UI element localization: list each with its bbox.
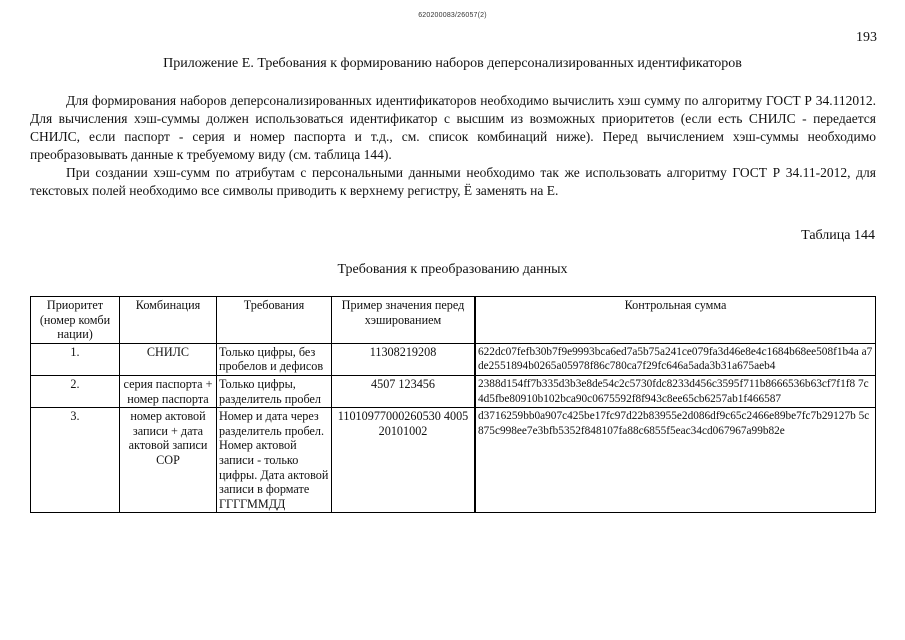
body-text [30,92,876,200]
cell-priority: 1. [31,343,120,375]
cell-checksum: 2388d154ff7b335d3b3e8de54c2c5730fdc8233d456c3595f711b8666536b63cf7f1f8 7c4d5fbe80910b102bca90c0675592f8f943c8ee65cb6257ab1f466587 [475,375,876,407]
cell-requirements: Только цифры, без пробелов и дефисов [217,343,332,375]
page-number: 193 [856,30,877,45]
header-checksum: Контрольная сумма [475,297,876,344]
cell-example: 11308219208 [332,343,476,375]
paragraph-1: Для формирования наборов деперсонализированных идентификаторов необходимо вычислить хэш сумму по алгоритму ГОСТ Р 34.112012. Для вычисления хэш-суммы должен использоваться идентификатор с высшим из возможных приоритетов (если есть СНИЛС - передается СНИЛС, если паспорт - серия и номер паспорта и т.д., см. список комбинаций ниже). Перед вычислением хэш-суммы необходимо преобразовывать данные к требуемому виду (см. таблица 144). [30,93,876,162]
cell-example: 11010977000260530 4005 20101002 [332,408,476,513]
cell-priority: 2. [31,375,120,407]
table-row [31,375,876,407]
header-priority: Приоритет (номер комби нации) [31,297,120,344]
cell-priority: 3. [31,408,120,513]
header-example: Пример значения перед хэшированием [332,297,476,344]
cell-combination: СНИЛС [120,343,217,375]
header-requirements: Требования [217,297,332,344]
cell-requirements: Номер и дата через разделитель пробел. Номер актовой записи - только цифры. Дата актовой записи в формате ГГГГММДД [217,408,332,513]
appendix-heading: Приложение Е. Требования к формированию наборов деперсонализированных идентификаторов [163,56,742,71]
table-row [31,343,876,375]
header-combination: Комбинация [120,297,217,344]
paragraph-2: При создании хэш-сумм по атрибутам с персональными данными необходимо так же использовать алгоритму ГОСТ Р 34.11-2012, для текстовых полей необходимо все символы приводить к верхнему регистру, Ё заменять на Е. [30,165,876,198]
table-row [31,408,876,513]
table-header-row [31,297,876,344]
cell-example: 4507 123456 [332,375,476,407]
table-number-label: Таблица 144 [801,228,875,243]
cell-combination: номер актовой записи + дата актовой записи СОР [120,408,217,513]
cell-requirements: Только цифры, разделитель пробел [217,375,332,407]
cell-checksum: d3716259bb0a907c425be17fc97d22b83955e2d086df9c65c2466e89be7fc7b29127b 5c875c998ee7e3bfb5352f848107fa88c6855f5eac34cd067967a99b82e [475,408,876,513]
cell-checksum: 622dc07fefb30b7f9e9993bca6ed7a5b75a241ce079fa3d46e8e4c1684b68ee508f1b4a a7de2551894b0265a05978f86c780ca7f29fc646a5ada3b31a675aeb4 [475,343,876,375]
cell-combination: серия паспорта + номер паспорта [120,375,217,407]
requirements-table [30,296,876,513]
table-title: Требования к преобразованию данных [337,262,568,277]
document-id: 620200083/26057(2) [418,12,487,19]
